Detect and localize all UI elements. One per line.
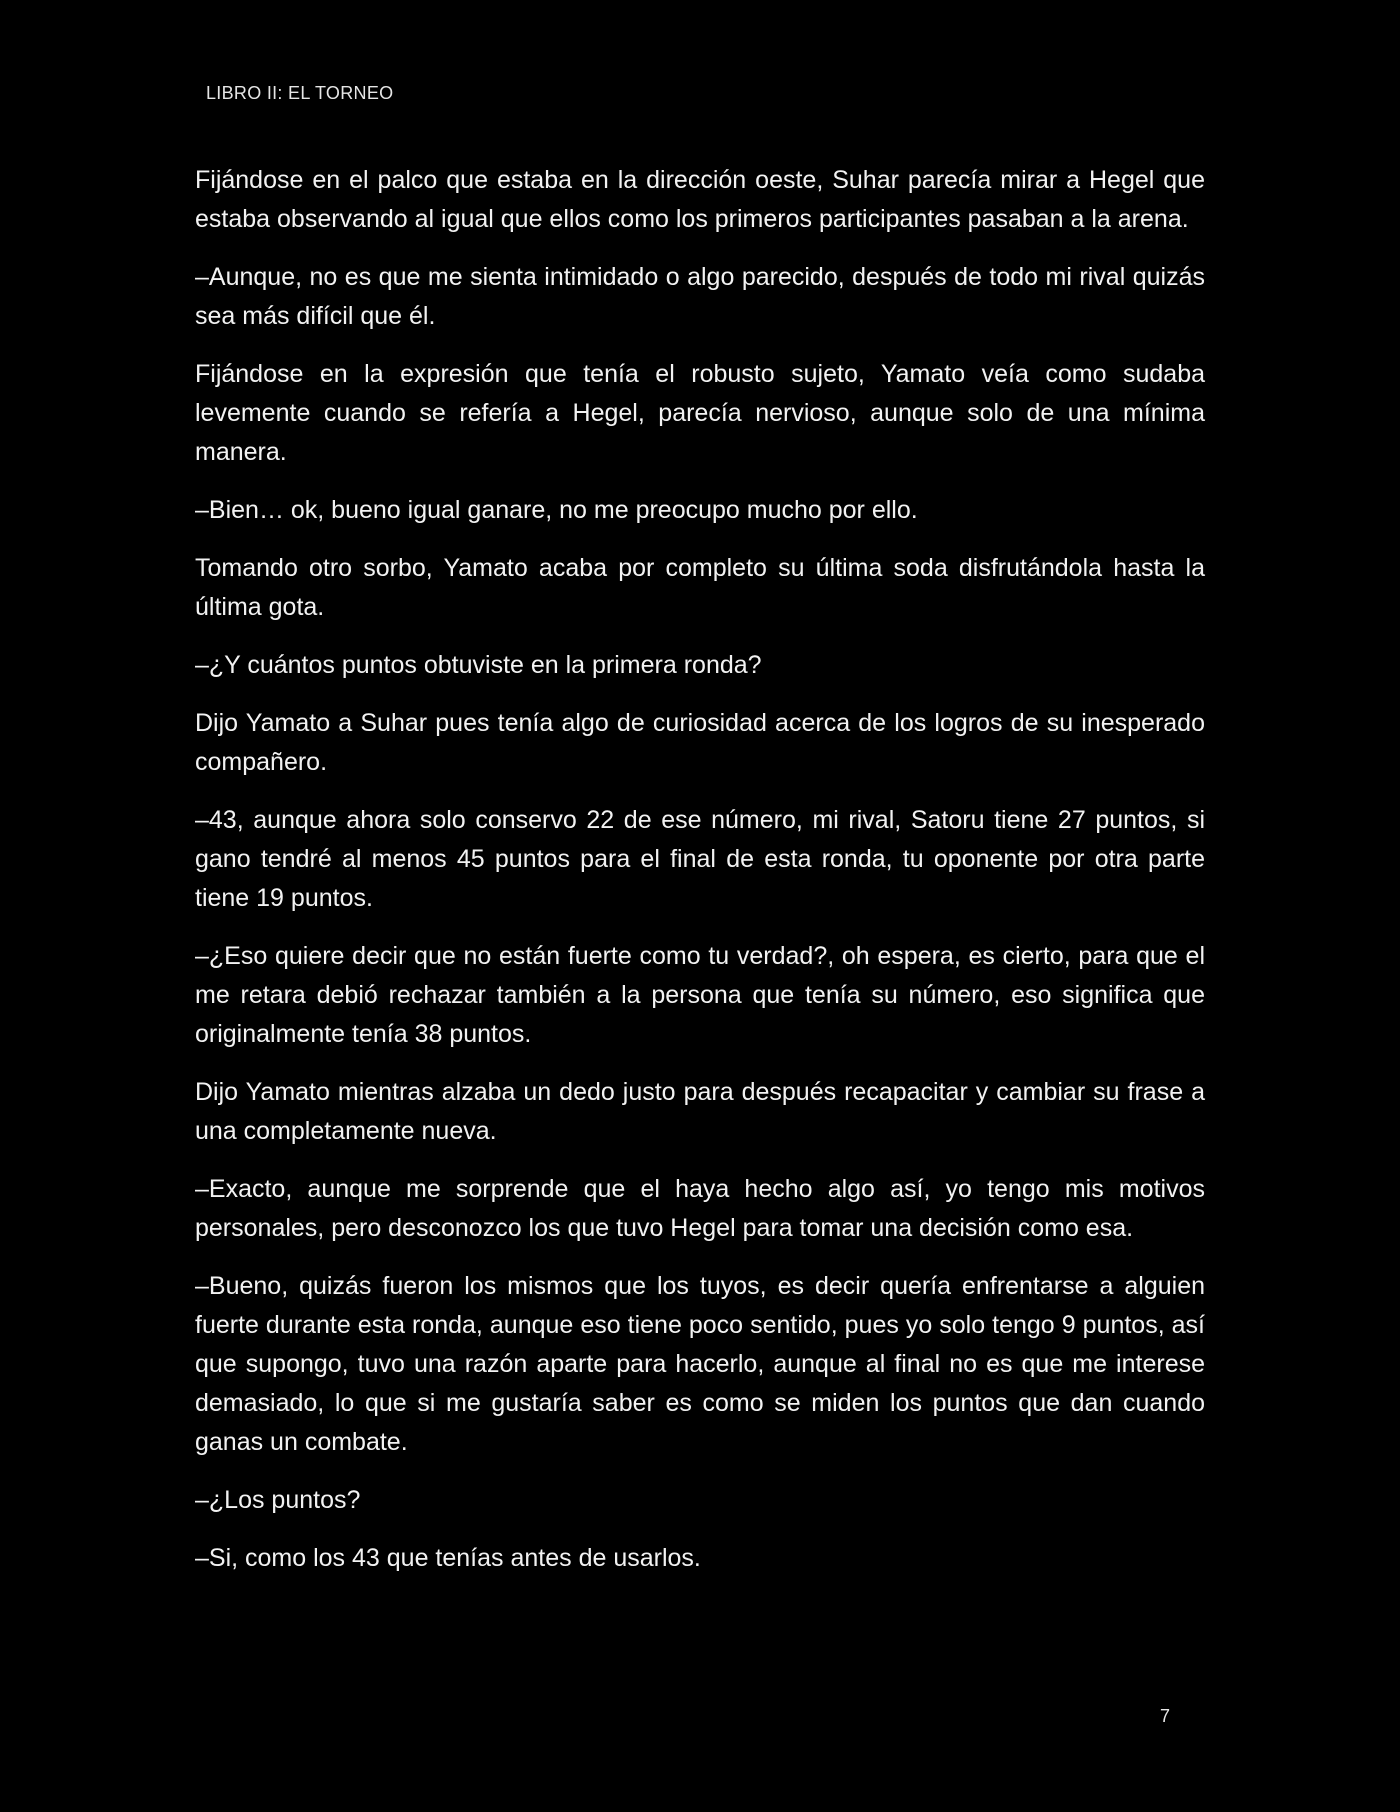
paragraph: –Si, como los 43 que tenías antes de usarlos. [195,1544,701,1572]
paragraph: –Bueno, quizás fueron los mismos que los tuyos, es decir quería enfrentarse a alguien fuerte durante esta ronda, aunque eso tiene poco sentido, pues yo solo tengo 9 puntos, así que supongo, tuvo una razón aparte para hacerlo, aunque al final no es que me interese demasiado, lo que si me gustaría saber es como se miden los puntos que dan cuando ganas un combate. [195,1272,1205,1456]
paragraph: –Bien… ok, bueno igual ganare, no me preocupo mucho por ello. [195,496,918,524]
paragraph: Dijo Yamato a Suhar pues tenía algo de curiosidad acerca de los logros de su inesperado compañero. [195,709,1205,776]
paragraph: –43, aunque ahora solo conservo 22 de ese número, mi rival, Satoru tiene 27 puntos, si gano tendré al menos 45 puntos para el final de esta ronda, tu oponente por otra parte tiene 19 puntos. [195,806,1205,912]
paragraph: –¿Eso quiere decir que no están fuerte como tu verdad?, oh espera, es cierto, para que el me retara debió rechazar también a la persona que tenía su número, eso significa que originalmente tenía 38 puntos. [195,942,1205,1048]
page-body [195,161,1205,1597]
paragraph: –¿Y cuántos puntos obtuviste en la primera ronda? [195,651,762,679]
paragraph: –Exacto, aunque me sorprende que el haya hecho algo así, yo tengo mis motivos personales, pero desconozco los que tuvo Hegel para tomar una decisión como esa. [195,1175,1205,1242]
paragraph: Fijándose en la expresión que tenía el robusto sujeto, Yamato veía como sudaba levemente cuando se refería a Hegel, parecía nervioso, aunque solo de una mínima manera. [195,360,1205,466]
paragraph: Dijo Yamato mientras alzaba un dedo justo para después recapacitar y cambiar su frase a una completamente nueva. [195,1078,1205,1145]
paragraph: Tomando otro sorbo, Yamato acaba por completo su última soda disfrutándola hasta la última gota. [195,554,1205,621]
page-number: 7 [1160,1706,1171,1726]
paragraph: –¿Los puntos? [195,1486,361,1514]
running-header: LIBRO II: EL TORNEO [206,83,394,103]
paragraph: –Aunque, no es que me sienta intimidado o algo parecido, después de todo mi rival quizás sea más difícil que él. [195,263,1205,330]
paragraph: Fijándose en el palco que estaba en la dirección oeste, Suhar parecía mirar a Hegel que estaba observando al igual que ellos como los primeros participantes pasaban a la arena. [195,166,1205,233]
